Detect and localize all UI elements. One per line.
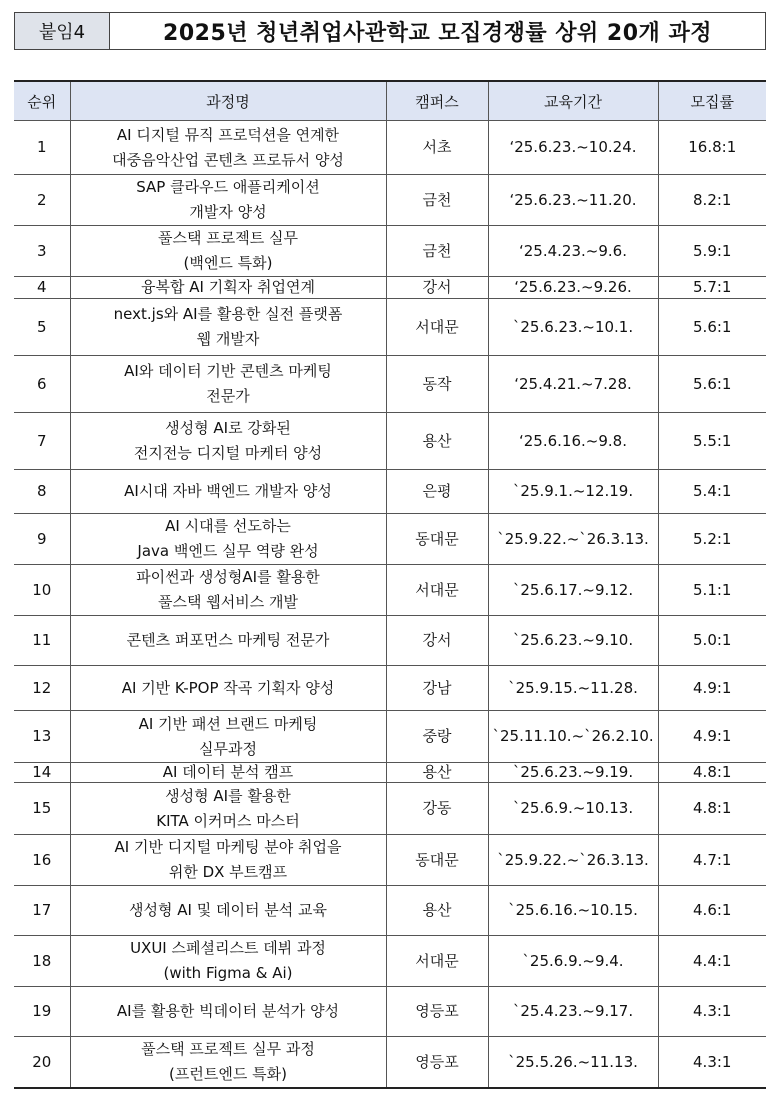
rate-cell: 4.3:1 <box>658 1037 766 1089</box>
column-header-campus: 캠퍼스 <box>386 81 488 121</box>
campus-cell: 중랑 <box>386 711 488 763</box>
campus-cell: 서초 <box>386 121 488 175</box>
course-cell: AI와 데이터 기반 콘텐츠 마케팅 전문가 <box>70 356 386 413</box>
campus-cell: 동대문 <box>386 835 488 886</box>
rank-cell: 13 <box>14 711 70 763</box>
table-row <box>14 1037 766 1089</box>
table-row <box>14 514 766 565</box>
rank-cell: 5 <box>14 299 70 356</box>
period-cell: `25.6.9.~10.13. <box>488 783 658 835</box>
column-header-period: 교육기간 <box>488 81 658 121</box>
rate-cell: 4.6:1 <box>658 886 766 936</box>
table-row <box>14 835 766 886</box>
course-cell: 융복합 AI 기획자 취업연계 <box>70 277 386 299</box>
campus-cell: 용산 <box>386 763 488 783</box>
rate-cell: 4.9:1 <box>658 711 766 763</box>
rank-cell: 20 <box>14 1037 70 1089</box>
campus-cell: 강서 <box>386 277 488 299</box>
table-row <box>14 299 766 356</box>
period-cell: `25.4.23.~9.17. <box>488 987 658 1037</box>
rate-cell: 4.8:1 <box>658 783 766 835</box>
rate-cell: 5.1:1 <box>658 565 766 616</box>
period-cell: `25.9.22.~`26.3.13. <box>488 835 658 886</box>
table-row <box>14 356 766 413</box>
ranking-table <box>14 80 766 1089</box>
course-cell: 생성형 AI로 강화된 전지전능 디지털 마케터 양성 <box>70 413 386 470</box>
rate-cell: 8.2:1 <box>658 175 766 226</box>
attachment-tag: 붙임4 <box>14 12 110 50</box>
table-header-row <box>14 81 766 121</box>
rate-cell: 4.7:1 <box>658 835 766 886</box>
column-header-rank: 순위 <box>14 81 70 121</box>
rank-cell: 18 <box>14 936 70 987</box>
campus-cell: 금천 <box>386 175 488 226</box>
period-cell: ‘25.6.16.~9.8. <box>488 413 658 470</box>
campus-cell: 강남 <box>386 666 488 711</box>
campus-cell: 은평 <box>386 470 488 514</box>
rank-cell: 6 <box>14 356 70 413</box>
table-row <box>14 226 766 277</box>
campus-cell: 용산 <box>386 886 488 936</box>
campus-cell: 동대문 <box>386 514 488 565</box>
rate-cell: 4.3:1 <box>658 987 766 1037</box>
period-cell: ‘25.4.23.~9.6. <box>488 226 658 277</box>
period-cell: `25.9.22.~`26.3.13. <box>488 514 658 565</box>
course-cell: UXUI 스페셜리스트 데뷔 과정 (with Figma & Ai) <box>70 936 386 987</box>
rank-cell: 15 <box>14 783 70 835</box>
campus-cell: 영등포 <box>386 1037 488 1089</box>
campus-cell: 강서 <box>386 616 488 666</box>
column-header-rate: 모집률 <box>658 81 766 121</box>
table-row <box>14 413 766 470</box>
period-cell: ‘25.4.21.~7.28. <box>488 356 658 413</box>
course-cell: 풀스택 프로젝트 실무 과정 (프런트엔드 특화) <box>70 1037 386 1089</box>
period-cell: `25.6.9.~9.4. <box>488 936 658 987</box>
period-cell: ‘25.6.23.~11.20. <box>488 175 658 226</box>
campus-cell: 동작 <box>386 356 488 413</box>
table-row <box>14 565 766 616</box>
period-cell: `25.6.23.~10.1. <box>488 299 658 356</box>
campus-cell: 서대문 <box>386 936 488 987</box>
table-row <box>14 175 766 226</box>
rate-cell: 4.8:1 <box>658 763 766 783</box>
campus-cell: 서대문 <box>386 565 488 616</box>
document-title: 2025년 청년취업사관학교 모집경쟁률 상위 20개 과정 <box>110 12 766 50</box>
table-row <box>14 470 766 514</box>
course-cell: AI 데이터 분석 캠프 <box>70 763 386 783</box>
period-cell: `25.6.17.~9.12. <box>488 565 658 616</box>
rank-cell: 19 <box>14 987 70 1037</box>
course-cell: 생성형 AI를 활용한 KITA 이커머스 마스터 <box>70 783 386 835</box>
campus-cell: 영등포 <box>386 987 488 1037</box>
course-cell: 콘텐츠 퍼포먼스 마케팅 전문가 <box>70 616 386 666</box>
period-cell: `25.9.1.~12.19. <box>488 470 658 514</box>
period-cell: ‘25.6.23.~9.26. <box>488 277 658 299</box>
course-cell: 풀스택 프로젝트 실무 (백엔드 특화) <box>70 226 386 277</box>
course-cell: AI 디지털 뮤직 프로덕션을 연계한 대중음악산업 콘텐츠 프로듀서 양성 <box>70 121 386 175</box>
rank-cell: 9 <box>14 514 70 565</box>
course-cell: next.js와 AI를 활용한 실전 플랫폼 웹 개발자 <box>70 299 386 356</box>
table-row <box>14 277 766 299</box>
period-cell: `25.6.23.~9.19. <box>488 763 658 783</box>
rate-cell: 5.6:1 <box>658 299 766 356</box>
period-cell: `25.6.16.~10.15. <box>488 886 658 936</box>
rank-cell: 8 <box>14 470 70 514</box>
course-cell: 생성형 AI 및 데이터 분석 교육 <box>70 886 386 936</box>
period-cell: `25.9.15.~11.28. <box>488 666 658 711</box>
rank-cell: 12 <box>14 666 70 711</box>
period-cell: `25.6.23.~9.10. <box>488 616 658 666</box>
period-cell: `25.5.26.~11.13. <box>488 1037 658 1089</box>
period-cell: ‘25.6.23.~10.24. <box>488 121 658 175</box>
course-cell: 파이썬과 생성형AI를 활용한 풀스택 웹서비스 개발 <box>70 565 386 616</box>
table-row <box>14 886 766 936</box>
rate-cell: 5.4:1 <box>658 470 766 514</box>
table-row <box>14 763 766 783</box>
course-cell: AI를 활용한 빅데이터 분석가 양성 <box>70 987 386 1037</box>
rate-cell: 5.6:1 <box>658 356 766 413</box>
document-header <box>14 12 766 52</box>
rate-cell: 4.9:1 <box>658 666 766 711</box>
course-cell: AI시대 자바 백엔드 개발자 양성 <box>70 470 386 514</box>
rank-cell: 10 <box>14 565 70 616</box>
rank-cell: 14 <box>14 763 70 783</box>
table-row <box>14 711 766 763</box>
rate-cell: 5.7:1 <box>658 277 766 299</box>
rate-cell: 5.9:1 <box>658 226 766 277</box>
rank-cell: 7 <box>14 413 70 470</box>
table-row <box>14 783 766 835</box>
campus-cell: 금천 <box>386 226 488 277</box>
campus-cell: 서대문 <box>386 299 488 356</box>
campus-cell: 강동 <box>386 783 488 835</box>
campus-cell: 용산 <box>386 413 488 470</box>
rank-cell: 4 <box>14 277 70 299</box>
course-cell: SAP 클라우드 애플리케이션 개발자 양성 <box>70 175 386 226</box>
table-row <box>14 121 766 175</box>
table-row <box>14 616 766 666</box>
table-row <box>14 987 766 1037</box>
rank-cell: 3 <box>14 226 70 277</box>
rank-cell: 17 <box>14 886 70 936</box>
rate-cell: 5.0:1 <box>658 616 766 666</box>
rank-cell: 1 <box>14 121 70 175</box>
rank-cell: 11 <box>14 616 70 666</box>
rank-cell: 16 <box>14 835 70 886</box>
course-cell: AI 시대를 선도하는 Java 백엔드 실무 역량 완성 <box>70 514 386 565</box>
table-row <box>14 666 766 711</box>
rate-cell: 16.8:1 <box>658 121 766 175</box>
table-row <box>14 936 766 987</box>
course-cell: AI 기반 디지털 마케팅 분야 취업을 위한 DX 부트캠프 <box>70 835 386 886</box>
rate-cell: 5.5:1 <box>658 413 766 470</box>
course-cell: AI 기반 패션 브랜드 마케팅 실무과정 <box>70 711 386 763</box>
period-cell: `25.11.10.~`26.2.10. <box>488 711 658 763</box>
rate-cell: 5.2:1 <box>658 514 766 565</box>
rate-cell: 4.4:1 <box>658 936 766 987</box>
rank-cell: 2 <box>14 175 70 226</box>
course-cell: AI 기반 K-POP 작곡 기획자 양성 <box>70 666 386 711</box>
column-header-course: 과정명 <box>70 81 386 121</box>
